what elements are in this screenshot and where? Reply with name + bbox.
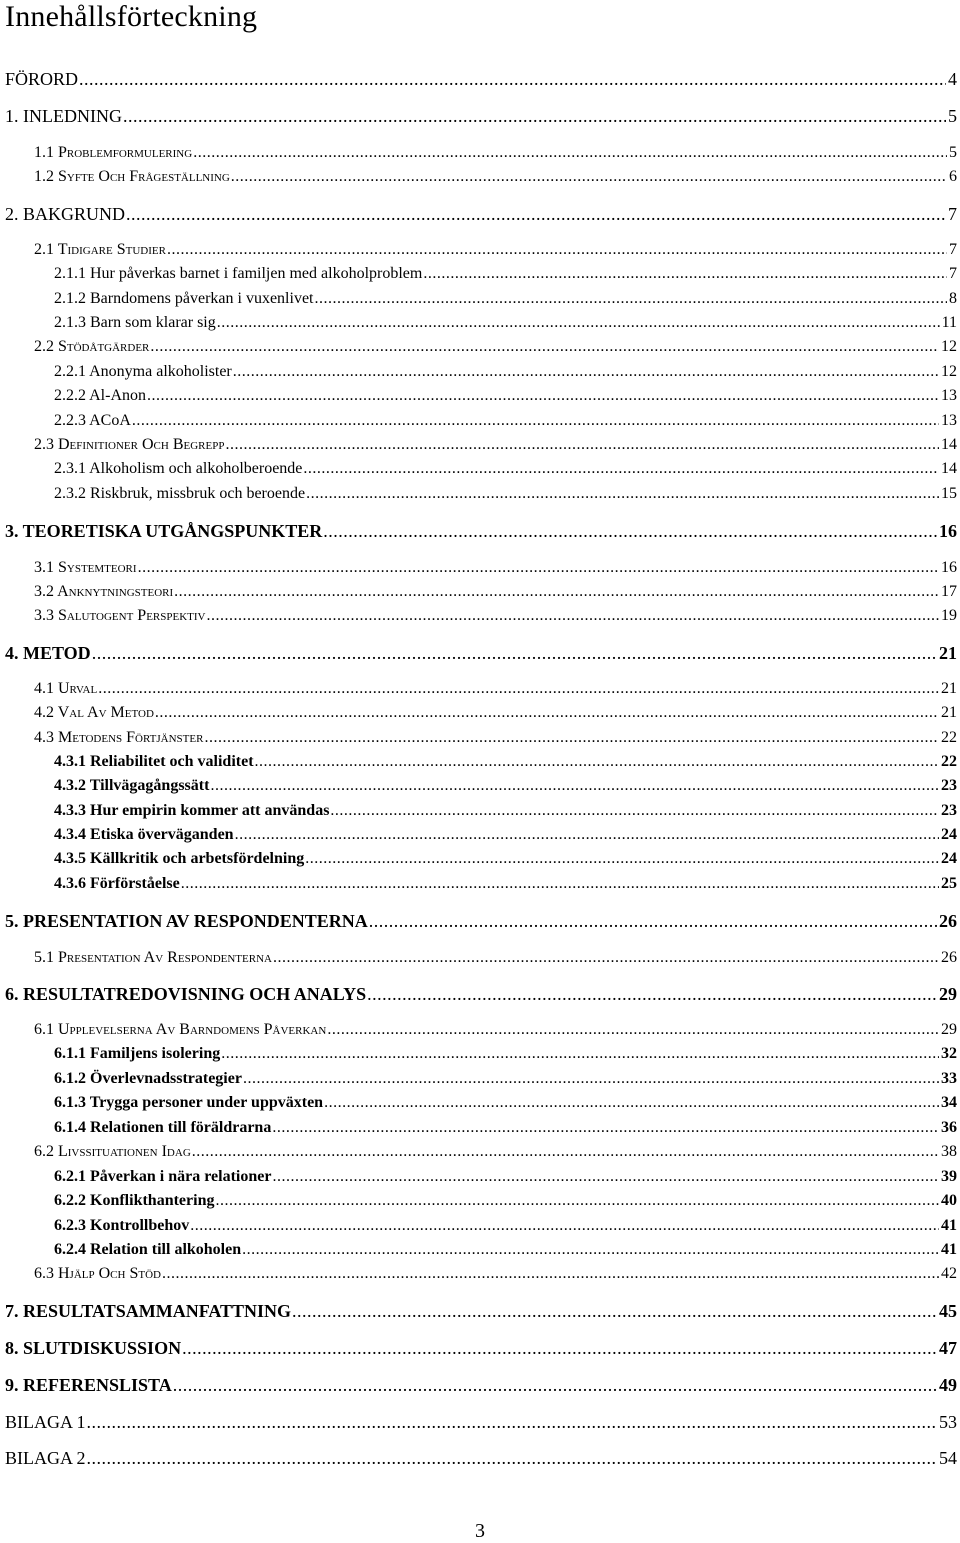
toc-entry-page: 40 [941, 1192, 957, 1209]
toc-leader-dots [132, 413, 939, 429]
toc-leader-dots [315, 291, 948, 307]
toc-entry[interactable] [54, 1193, 957, 1209]
toc-entry-title: 4.3.4 Etiska överväganden [54, 826, 234, 843]
toc-leader-dots [233, 364, 939, 380]
toc-entry-title: 3.1 Systemteori [34, 559, 137, 576]
toc-entry-page: 7 [948, 204, 957, 224]
toc-entry-title: 2.1.1 Hur påverkas barnet i familjen med alkoholproblem [54, 265, 423, 282]
toc-leader-dots [181, 876, 939, 892]
toc-entry-title: 6.3 Hjälp Och Stöd [34, 1265, 161, 1282]
toc-entry-title: 4.3.1 Reliabilitet och validitet [54, 753, 254, 770]
toc-entry-page: 24 [941, 850, 957, 867]
toc-entry-page: 24 [941, 826, 957, 843]
toc-entry-page: 53 [939, 1412, 957, 1432]
toc-entry[interactable] [54, 266, 957, 282]
toc-entry-title: 4.3 Metodens Förtjänster [34, 729, 204, 746]
toc-entry[interactable] [5, 1302, 957, 1320]
toc-entry[interactable] [54, 461, 957, 477]
toc-entry-title: 6.2.3 Kontrollbehov [54, 1217, 190, 1234]
toc-entry-title: 6.1.4 Relationen till föräldrarna [54, 1119, 272, 1136]
toc-entry[interactable] [5, 912, 957, 930]
toc-entry-page: 29 [941, 1021, 957, 1038]
toc-leader-dots [225, 437, 939, 453]
toc-entry-page: 13 [941, 387, 957, 404]
toc-entry-page: 12 [941, 363, 957, 380]
toc-entry-page: 26 [941, 949, 957, 966]
toc-entry-page: 41 [941, 1241, 957, 1258]
toc-leader-dots [243, 1071, 939, 1087]
toc-leader-dots [324, 1095, 939, 1111]
toc-entry-title: 5.1 Presentation Av Respondenterna [34, 949, 272, 966]
toc-entry-title: 2. BAKGRUND [5, 204, 126, 224]
toc-entry-page: 21 [941, 680, 957, 697]
toc-entry[interactable] [54, 803, 957, 819]
toc-entry-page: 16 [939, 521, 957, 541]
toc-leader-dots [206, 608, 939, 624]
toc-entry-page: 5 [948, 106, 957, 126]
toc-leader-dots [204, 730, 939, 746]
toc-leader-dots [150, 339, 939, 355]
toc-entry[interactable] [5, 644, 957, 662]
toc-leader-dots [92, 644, 937, 662]
toc-entry-title: 1.1 Problemformulering [34, 144, 193, 161]
toc-leader-dots [306, 486, 939, 502]
toc-entry-page: 8 [949, 290, 957, 307]
toc-entry-title: 4.3.5 Källkritik och arbetsfördelning [54, 850, 305, 867]
toc-entry[interactable] [54, 1120, 957, 1136]
toc-leader-dots [369, 912, 937, 930]
toc-entry-title: 4.2 Val Av Metod [34, 704, 154, 721]
toc-entry-title: 2.2.2 Al-Anon [54, 387, 146, 404]
toc-entry-page: 47 [939, 1338, 957, 1358]
toc-entry-page: 21 [941, 704, 957, 721]
toc-leader-dots [138, 560, 939, 576]
toc-entry-page: 45 [939, 1301, 957, 1321]
toc-entry-title: 9. REFERENSLISTA [5, 1375, 172, 1395]
toc-entry[interactable] [54, 1071, 957, 1087]
toc-entry-title: 6.1.1 Familjens isolering [54, 1045, 221, 1062]
toc-entry[interactable] [5, 522, 957, 540]
toc-entry[interactable] [34, 560, 957, 576]
toc-entry-page: 13 [941, 412, 957, 429]
toc-entry-title: 7. RESULTATSAMMANFATTNING [5, 1301, 292, 1321]
toc-entry-title: 2.3.2 Riskbruk, missbruk och beroende [54, 485, 306, 502]
toc-leader-dots [303, 461, 939, 477]
toc-entry[interactable] [34, 1144, 957, 1160]
toc-leader-dots [155, 705, 939, 721]
toc-entry-page: 34 [941, 1094, 957, 1111]
toc-entry-page: 41 [941, 1217, 957, 1234]
toc-entry[interactable] [54, 851, 957, 867]
toc-entry-title: 2.3 Definitioner Och Begrepp [34, 436, 225, 453]
toc-entry-title: 2.1 Tidigare Studier [34, 241, 166, 258]
toc-entry[interactable] [5, 205, 957, 223]
toc-entry[interactable] [54, 1095, 957, 1111]
toc-entry-page: 14 [941, 460, 957, 477]
toc-entry-title: 2.2.1 Anonyma alkoholister [54, 363, 232, 380]
toc-leader-dots [98, 681, 939, 697]
toc-leader-dots [272, 1169, 939, 1185]
toc-entry-title: 4. METOD [5, 643, 91, 663]
toc-leader-dots [255, 754, 939, 770]
toc-entry-page: 39 [941, 1168, 957, 1185]
toc-entry[interactable] [54, 315, 957, 331]
toc-entry[interactable] [54, 827, 957, 843]
toc-entry[interactable] [34, 1022, 957, 1038]
toc-entry-title: 6.2 Livssituationen Idag [34, 1143, 191, 1160]
toc-entry-title: 2.1.3 Barn som klarar sig [54, 314, 216, 331]
toc-entry-title: 2.1.2 Barndomens påverkan i vuxenlivet [54, 290, 314, 307]
toc-entry-page: 15 [941, 485, 957, 502]
toc-entry-page: 54 [939, 1448, 957, 1468]
toc-entry[interactable] [34, 437, 957, 453]
toc-entry[interactable] [54, 291, 957, 307]
toc-entry[interactable] [34, 608, 957, 624]
toc-leader-dots [215, 1193, 939, 1209]
toc-entry[interactable] [54, 1242, 957, 1258]
toc-leader-dots [167, 242, 947, 258]
toc-entry-page: 49 [939, 1375, 957, 1395]
toc-entry-title: 1.2 Syfte Och Frågeställning [34, 168, 230, 185]
toc-entry-page: 23 [941, 777, 957, 794]
toc-entry-page: 7 [949, 265, 957, 282]
toc-entry[interactable] [54, 364, 957, 380]
toc-entry[interactable] [54, 486, 957, 502]
toc-leader-dots [235, 827, 939, 843]
page-number: 3 [475, 1520, 485, 1542]
toc-leader-dots [123, 107, 946, 125]
toc-entry-title: 6.2.2 Konflikthantering [54, 1192, 215, 1209]
toc-entry-title: 3.2 Anknytningsteori [34, 583, 174, 600]
toc-entry-page: 29 [939, 984, 957, 1004]
toc-entry[interactable] [5, 1413, 957, 1431]
toc-entry-title: 1. INLEDNING [5, 106, 122, 126]
toc-leader-dots [217, 315, 940, 331]
toc-entry[interactable] [34, 169, 957, 185]
toc-entry[interactable] [34, 1266, 957, 1282]
toc-entry[interactable] [54, 388, 957, 404]
toc-leader-dots [327, 1022, 939, 1038]
toc-entry[interactable] [5, 70, 957, 88]
toc-entry-page: 6 [949, 168, 957, 185]
toc-entry[interactable] [5, 1376, 957, 1394]
toc-leader-dots [192, 1144, 939, 1160]
toc-entry[interactable] [34, 730, 957, 746]
toc-entry-page: 12 [941, 338, 957, 355]
toc-entry-title: 2.3.1 Alkoholism och alkoholberoende [54, 460, 303, 477]
toc-entry-title: 2.2.3 ACoA [54, 412, 131, 429]
toc-leader-dots [367, 985, 937, 1003]
toc-entry-title: 6.1.3 Trygga personer under uppväxten [54, 1094, 324, 1111]
toc-leader-dots [292, 1302, 937, 1320]
toc-entry[interactable] [54, 754, 957, 770]
toc-leader-dots [330, 803, 939, 819]
toc-entry[interactable] [34, 242, 957, 258]
toc-entry-page: 26 [939, 911, 957, 931]
toc-leader-dots [272, 1120, 939, 1136]
page-title: Innehållsförteckning [5, 0, 258, 33]
toc-entry-title: 3.3 Salutogent Perspektiv [34, 607, 206, 624]
toc-entry-page: 25 [941, 875, 957, 892]
toc-entry-page: 33 [941, 1070, 957, 1087]
toc-entry-title: 4.3.2 Tillvägagångssätt [54, 777, 210, 794]
toc-entry[interactable] [34, 145, 957, 161]
toc-entry-page: 11 [941, 314, 957, 331]
toc-entry-title: 6.1 Upplevelserna Av Barndomens Påverkan [34, 1021, 327, 1038]
toc-entry-page: 16 [941, 559, 957, 576]
toc-entry-title: 5. PRESENTATION AV RESPONDENTERNA [5, 911, 368, 931]
toc-entry[interactable] [34, 584, 957, 600]
toc-leader-dots [193, 145, 947, 161]
toc-entry-title: 8. SLUTDISKUSSION [5, 1338, 182, 1358]
toc-entry[interactable] [5, 1449, 957, 1467]
toc-leader-dots [147, 388, 939, 404]
toc-entry-title: BILAGA 2 [5, 1448, 86, 1468]
toc-entry[interactable] [34, 339, 957, 355]
toc-leader-dots [126, 205, 946, 223]
toc-entry[interactable] [5, 1339, 957, 1357]
toc-entry-title: 2.2 Stödåtgärder [34, 338, 150, 355]
toc-entry[interactable] [54, 413, 957, 429]
toc-entry[interactable] [34, 705, 957, 721]
toc-entry-page: 38 [941, 1143, 957, 1160]
toc-entry-page: 22 [941, 753, 957, 770]
toc-leader-dots [242, 1242, 939, 1258]
toc-entry-title: 3. TEORETISKA UTGÅNGSPUNKTER [5, 521, 323, 541]
toc-leader-dots [79, 70, 946, 88]
toc-entry-title: 6.2.4 Relation till alkoholen [54, 1241, 242, 1258]
toc-entry[interactable] [54, 1218, 957, 1234]
toc-entry[interactable] [54, 778, 957, 794]
toc-leader-dots [221, 1046, 939, 1062]
toc-entry[interactable] [54, 876, 957, 892]
toc-leader-dots [190, 1218, 939, 1234]
toc-entry[interactable] [34, 950, 957, 966]
toc-entry[interactable] [54, 1046, 957, 1062]
toc-entry-page: 23 [941, 802, 957, 819]
toc-entry-title: FÖRORD [5, 69, 79, 89]
toc-entry-page: 7 [949, 241, 957, 258]
toc-leader-dots [174, 584, 939, 600]
toc-entry-page: 5 [949, 144, 957, 161]
toc-leader-dots [231, 169, 947, 185]
toc-entry-page: 14 [941, 436, 957, 453]
toc-entry-title: 6.2.1 Påverkan i nära relationer [54, 1168, 272, 1185]
toc-leader-dots [423, 266, 947, 282]
toc-entry-page: 22 [941, 729, 957, 746]
toc-entry-page: 42 [941, 1265, 957, 1282]
toc-entry-page: 21 [939, 643, 957, 663]
toc-entry[interactable] [5, 985, 957, 1003]
toc-entry-title: 4.3.6 Förförståelse [54, 875, 180, 892]
toc-leader-dots [210, 778, 939, 794]
toc-entry-page: 32 [941, 1045, 957, 1062]
toc-leader-dots [273, 950, 939, 966]
toc-entry[interactable] [34, 681, 957, 697]
toc-entry-title: 6. RESULTATREDOVISNING OCH ANALYS [5, 984, 367, 1004]
toc-leader-dots [323, 522, 937, 540]
toc-leader-dots [87, 1449, 938, 1467]
toc-entry-page: 36 [941, 1119, 957, 1136]
toc-leader-dots [87, 1413, 938, 1431]
toc-entry-title: 4.1 Urval [34, 680, 98, 697]
toc-entry-page: 4 [948, 69, 957, 89]
toc-leader-dots [182, 1339, 937, 1357]
toc-leader-dots [162, 1266, 939, 1282]
toc-entry-title: 6.1.2 Överlevnadsstrategier [54, 1070, 242, 1087]
toc-entry-page: 17 [941, 583, 957, 600]
toc-leader-dots [173, 1376, 937, 1394]
toc-entry[interactable] [54, 1169, 957, 1185]
toc-entry-page: 19 [941, 607, 957, 624]
toc-leader-dots [305, 851, 939, 867]
toc-entry-title: BILAGA 1 [5, 1412, 86, 1432]
toc-entry-title: 4.3.3 Hur empirin kommer att användas [54, 802, 330, 819]
toc-entry[interactable] [5, 107, 957, 125]
